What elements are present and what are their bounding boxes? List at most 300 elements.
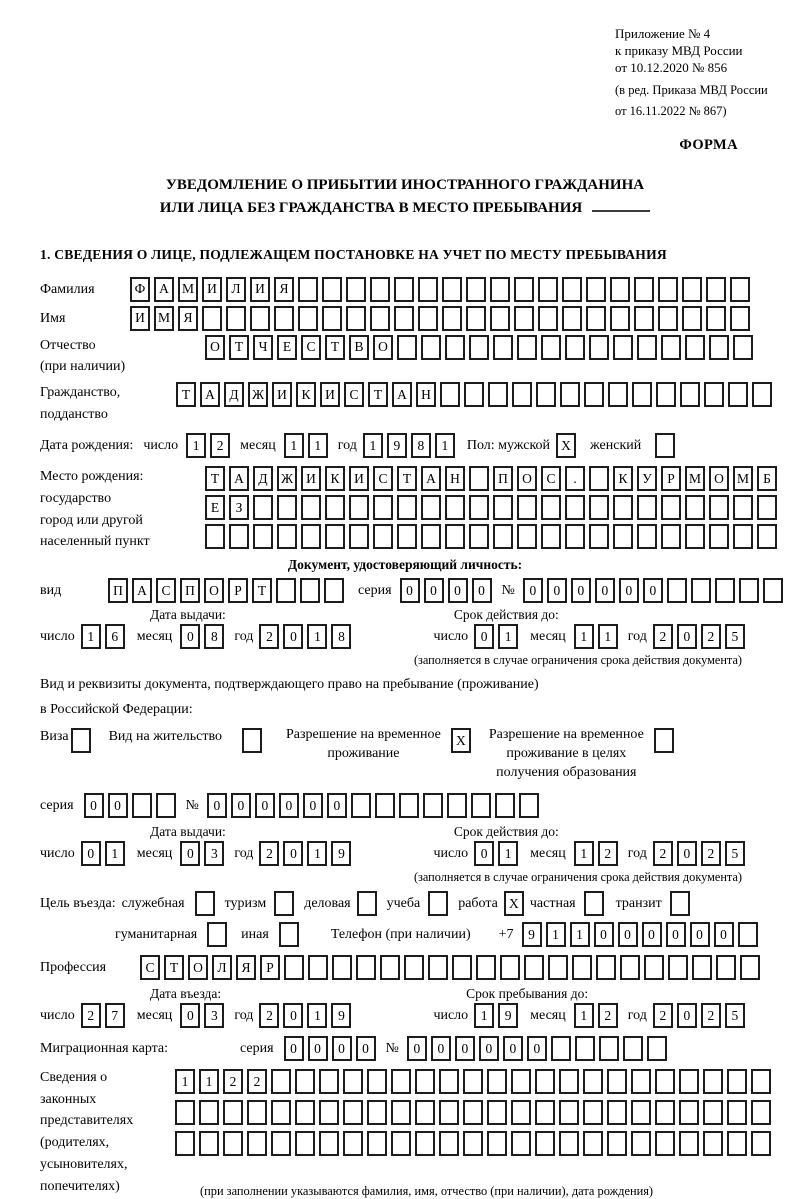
char-box[interactable] bbox=[370, 277, 390, 302]
char-box[interactable] bbox=[487, 1069, 507, 1094]
char-box[interactable] bbox=[229, 524, 249, 549]
char-box[interactable] bbox=[418, 306, 438, 331]
char-box[interactable] bbox=[682, 306, 702, 331]
char-box[interactable] bbox=[559, 1100, 579, 1125]
char-box[interactable]: 2 bbox=[259, 1003, 279, 1028]
char-box[interactable] bbox=[632, 382, 652, 407]
char-box[interactable] bbox=[733, 524, 753, 549]
char-box[interactable] bbox=[739, 578, 759, 603]
char-box[interactable] bbox=[322, 306, 342, 331]
char-box[interactable] bbox=[207, 922, 227, 947]
char-box[interactable]: 2 bbox=[653, 624, 673, 649]
char-box[interactable] bbox=[757, 524, 777, 549]
char-box[interactable] bbox=[298, 306, 318, 331]
char-box[interactable] bbox=[274, 891, 294, 916]
char-box[interactable] bbox=[322, 277, 342, 302]
char-box[interactable] bbox=[733, 335, 753, 360]
char-box[interactable] bbox=[469, 495, 489, 520]
char-box[interactable] bbox=[706, 306, 726, 331]
char-box[interactable] bbox=[661, 524, 681, 549]
char-box[interactable]: 1 bbox=[574, 1003, 594, 1028]
char-box[interactable] bbox=[541, 495, 561, 520]
char-box[interactable] bbox=[551, 1036, 571, 1061]
char-box[interactable] bbox=[514, 306, 534, 331]
char-box[interactable]: 0 bbox=[677, 624, 697, 649]
char-box[interactable] bbox=[367, 1131, 387, 1156]
char-box[interactable] bbox=[589, 495, 609, 520]
char-box[interactable]: 0 bbox=[479, 1036, 499, 1061]
char-box[interactable]: Д bbox=[224, 382, 244, 407]
char-box[interactable] bbox=[490, 306, 510, 331]
char-box[interactable]: 1 bbox=[474, 1003, 494, 1028]
char-box[interactable]: 0 bbox=[527, 1036, 547, 1061]
char-box[interactable]: 0 bbox=[308, 1036, 328, 1061]
char-box[interactable]: О bbox=[204, 578, 224, 603]
char-box[interactable] bbox=[703, 1069, 723, 1094]
char-box[interactable] bbox=[428, 891, 448, 916]
char-box[interactable]: У bbox=[637, 466, 657, 491]
char-box[interactable] bbox=[575, 1036, 595, 1061]
char-box[interactable]: 1 bbox=[81, 624, 101, 649]
char-box[interactable] bbox=[691, 578, 711, 603]
char-box[interactable] bbox=[751, 1100, 771, 1125]
char-box[interactable]: 0 bbox=[279, 793, 299, 818]
char-box[interactable] bbox=[71, 728, 91, 753]
char-box[interactable]: 2 bbox=[259, 624, 279, 649]
char-box[interactable] bbox=[274, 306, 294, 331]
char-box[interactable] bbox=[415, 1100, 435, 1125]
char-box[interactable] bbox=[271, 1069, 291, 1094]
char-box[interactable] bbox=[250, 306, 270, 331]
char-box[interactable] bbox=[584, 382, 604, 407]
char-box[interactable]: 0 bbox=[180, 624, 200, 649]
char-box[interactable]: 0 bbox=[523, 578, 543, 603]
char-box[interactable] bbox=[356, 955, 376, 980]
char-box[interactable] bbox=[325, 524, 345, 549]
char-box[interactable] bbox=[439, 1131, 459, 1156]
char-box[interactable] bbox=[730, 306, 750, 331]
char-box[interactable]: П bbox=[493, 466, 513, 491]
char-box[interactable]: Л bbox=[226, 277, 246, 302]
char-box[interactable] bbox=[415, 1131, 435, 1156]
char-box[interactable]: 2 bbox=[701, 1003, 721, 1028]
char-box[interactable] bbox=[223, 1131, 243, 1156]
char-box[interactable] bbox=[463, 1100, 483, 1125]
char-box[interactable] bbox=[346, 277, 366, 302]
char-box[interactable]: 0 bbox=[642, 922, 662, 947]
char-box[interactable] bbox=[658, 277, 678, 302]
char-box[interactable]: 0 bbox=[81, 841, 101, 866]
char-box[interactable] bbox=[199, 1100, 219, 1125]
char-box[interactable]: 2 bbox=[598, 841, 618, 866]
char-box[interactable]: 3 bbox=[204, 841, 224, 866]
char-box[interactable] bbox=[565, 524, 585, 549]
char-box[interactable] bbox=[680, 382, 700, 407]
char-box[interactable]: X bbox=[451, 728, 471, 753]
char-box[interactable] bbox=[536, 382, 556, 407]
char-box[interactable]: 0 bbox=[677, 1003, 697, 1028]
char-box[interactable] bbox=[613, 335, 633, 360]
char-box[interactable]: И bbox=[202, 277, 222, 302]
char-box[interactable]: 0 bbox=[283, 624, 303, 649]
char-box[interactable]: 1 bbox=[598, 624, 618, 649]
char-box[interactable] bbox=[394, 306, 414, 331]
char-box[interactable] bbox=[517, 524, 537, 549]
char-box[interactable] bbox=[692, 955, 712, 980]
char-box[interactable]: 8 bbox=[204, 624, 224, 649]
char-box[interactable]: Т bbox=[368, 382, 388, 407]
char-box[interactable]: 3 bbox=[204, 1003, 224, 1028]
char-box[interactable] bbox=[607, 1069, 627, 1094]
char-box[interactable]: 8 bbox=[411, 433, 431, 458]
char-box[interactable] bbox=[223, 1100, 243, 1125]
char-box[interactable]: 1 bbox=[284, 433, 304, 458]
char-box[interactable] bbox=[195, 891, 215, 916]
char-box[interactable]: 0 bbox=[180, 841, 200, 866]
char-box[interactable] bbox=[277, 524, 297, 549]
char-box[interactable]: 0 bbox=[283, 1003, 303, 1028]
char-box[interactable]: 0 bbox=[643, 578, 663, 603]
char-box[interactable] bbox=[466, 277, 486, 302]
char-box[interactable] bbox=[445, 335, 465, 360]
char-box[interactable] bbox=[583, 1131, 603, 1156]
char-box[interactable] bbox=[394, 277, 414, 302]
char-box[interactable]: М bbox=[178, 277, 198, 302]
char-box[interactable] bbox=[559, 1069, 579, 1094]
char-box[interactable] bbox=[751, 1069, 771, 1094]
char-box[interactable]: 0 bbox=[180, 1003, 200, 1028]
char-box[interactable] bbox=[727, 1100, 747, 1125]
char-box[interactable] bbox=[370, 306, 390, 331]
char-box[interactable]: . bbox=[565, 466, 585, 491]
char-box[interactable]: 0 bbox=[400, 578, 420, 603]
char-box[interactable]: А bbox=[200, 382, 220, 407]
char-box[interactable] bbox=[548, 955, 568, 980]
char-box[interactable]: 0 bbox=[503, 1036, 523, 1061]
char-box[interactable]: 2 bbox=[701, 624, 721, 649]
char-box[interactable]: 1 bbox=[574, 624, 594, 649]
char-box[interactable]: И bbox=[349, 466, 369, 491]
char-box[interactable] bbox=[728, 382, 748, 407]
char-box[interactable]: Ж bbox=[248, 382, 268, 407]
char-box[interactable] bbox=[428, 955, 448, 980]
char-box[interactable]: И bbox=[272, 382, 292, 407]
char-box[interactable] bbox=[271, 1131, 291, 1156]
char-box[interactable]: 0 bbox=[618, 922, 638, 947]
char-box[interactable]: 0 bbox=[448, 578, 468, 603]
char-box[interactable]: А bbox=[392, 382, 412, 407]
char-box[interactable]: 9 bbox=[331, 1003, 351, 1028]
char-box[interactable] bbox=[511, 1100, 531, 1125]
char-box[interactable] bbox=[495, 793, 515, 818]
char-box[interactable]: 1 bbox=[574, 841, 594, 866]
char-box[interactable]: М bbox=[154, 306, 174, 331]
char-box[interactable]: Н bbox=[445, 466, 465, 491]
char-box[interactable] bbox=[301, 495, 321, 520]
char-box[interactable] bbox=[511, 1131, 531, 1156]
char-box[interactable] bbox=[487, 1100, 507, 1125]
char-box[interactable]: 1 bbox=[435, 433, 455, 458]
char-box[interactable]: Т bbox=[397, 466, 417, 491]
char-box[interactable]: Т bbox=[176, 382, 196, 407]
char-box[interactable] bbox=[375, 793, 395, 818]
char-box[interactable]: 1 bbox=[307, 841, 327, 866]
char-box[interactable]: Е bbox=[205, 495, 225, 520]
char-box[interactable] bbox=[679, 1100, 699, 1125]
char-box[interactable] bbox=[679, 1131, 699, 1156]
char-box[interactable]: 1 bbox=[498, 841, 518, 866]
char-box[interactable] bbox=[346, 306, 366, 331]
char-box[interactable] bbox=[319, 1131, 339, 1156]
char-box[interactable] bbox=[654, 728, 674, 753]
char-box[interactable]: С bbox=[541, 466, 561, 491]
char-box[interactable] bbox=[586, 277, 606, 302]
char-box[interactable]: К bbox=[296, 382, 316, 407]
char-box[interactable]: 1 bbox=[308, 433, 328, 458]
char-box[interactable]: 0 bbox=[207, 793, 227, 818]
char-box[interactable] bbox=[295, 1131, 315, 1156]
char-box[interactable]: 5 bbox=[725, 624, 745, 649]
char-box[interactable] bbox=[637, 524, 657, 549]
char-box[interactable]: О bbox=[709, 466, 729, 491]
char-box[interactable]: 0 bbox=[595, 578, 615, 603]
char-box[interactable]: 0 bbox=[303, 793, 323, 818]
char-box[interactable] bbox=[247, 1100, 267, 1125]
char-box[interactable]: Т bbox=[325, 335, 345, 360]
char-box[interactable] bbox=[279, 922, 299, 947]
char-box[interactable] bbox=[538, 277, 558, 302]
char-box[interactable] bbox=[247, 1131, 267, 1156]
char-box[interactable]: М bbox=[685, 466, 705, 491]
char-box[interactable] bbox=[423, 793, 443, 818]
char-box[interactable] bbox=[610, 306, 630, 331]
char-box[interactable] bbox=[447, 793, 467, 818]
char-box[interactable]: 2 bbox=[210, 433, 230, 458]
char-box[interactable]: Р bbox=[661, 466, 681, 491]
char-box[interactable] bbox=[517, 335, 537, 360]
char-box[interactable] bbox=[623, 1036, 643, 1061]
char-box[interactable] bbox=[647, 1036, 667, 1061]
char-box[interactable] bbox=[538, 306, 558, 331]
char-box[interactable] bbox=[487, 1131, 507, 1156]
char-box[interactable]: 0 bbox=[594, 922, 614, 947]
char-box[interactable] bbox=[490, 277, 510, 302]
char-box[interactable]: Т bbox=[164, 955, 184, 980]
char-box[interactable] bbox=[613, 495, 633, 520]
char-box[interactable]: 1 bbox=[307, 1003, 327, 1028]
char-box[interactable] bbox=[519, 793, 539, 818]
char-box[interactable] bbox=[397, 495, 417, 520]
char-box[interactable] bbox=[682, 277, 702, 302]
char-box[interactable]: 0 bbox=[356, 1036, 376, 1061]
char-box[interactable] bbox=[415, 1069, 435, 1094]
char-box[interactable]: А bbox=[132, 578, 152, 603]
char-box[interactable] bbox=[631, 1131, 651, 1156]
char-box[interactable]: Ч bbox=[253, 335, 273, 360]
char-box[interactable]: 1 bbox=[307, 624, 327, 649]
char-box[interactable]: И bbox=[320, 382, 340, 407]
char-box[interactable]: С bbox=[301, 335, 321, 360]
char-box[interactable]: Т bbox=[229, 335, 249, 360]
char-box[interactable] bbox=[572, 955, 592, 980]
char-box[interactable] bbox=[199, 1131, 219, 1156]
char-box[interactable]: О bbox=[188, 955, 208, 980]
char-box[interactable] bbox=[727, 1069, 747, 1094]
char-box[interactable]: С bbox=[344, 382, 364, 407]
char-box[interactable] bbox=[343, 1131, 363, 1156]
char-box[interactable] bbox=[655, 433, 675, 458]
char-box[interactable] bbox=[740, 955, 760, 980]
char-box[interactable] bbox=[324, 578, 344, 603]
char-box[interactable] bbox=[610, 277, 630, 302]
char-box[interactable]: 0 bbox=[431, 1036, 451, 1061]
char-box[interactable]: 0 bbox=[332, 1036, 352, 1061]
char-box[interactable] bbox=[757, 495, 777, 520]
char-box[interactable] bbox=[421, 495, 441, 520]
char-box[interactable] bbox=[271, 1100, 291, 1125]
char-box[interactable]: 0 bbox=[108, 793, 128, 818]
char-box[interactable] bbox=[655, 1069, 675, 1094]
char-box[interactable] bbox=[440, 382, 460, 407]
char-box[interactable] bbox=[560, 382, 580, 407]
char-box[interactable]: 1 bbox=[570, 922, 590, 947]
char-box[interactable]: О bbox=[373, 335, 393, 360]
char-box[interactable] bbox=[319, 1100, 339, 1125]
char-box[interactable] bbox=[367, 1100, 387, 1125]
char-box[interactable]: И bbox=[250, 277, 270, 302]
char-box[interactable] bbox=[562, 277, 582, 302]
char-box[interactable] bbox=[709, 524, 729, 549]
char-box[interactable] bbox=[524, 955, 544, 980]
char-box[interactable]: 9 bbox=[522, 922, 542, 947]
char-box[interactable] bbox=[439, 1069, 459, 1094]
char-box[interactable] bbox=[493, 524, 513, 549]
char-box[interactable] bbox=[634, 277, 654, 302]
char-box[interactable] bbox=[644, 955, 664, 980]
char-box[interactable] bbox=[469, 335, 489, 360]
char-box[interactable]: 1 bbox=[363, 433, 383, 458]
char-box[interactable] bbox=[703, 1131, 723, 1156]
char-box[interactable]: Д bbox=[253, 466, 273, 491]
char-box[interactable] bbox=[589, 524, 609, 549]
char-box[interactable] bbox=[715, 578, 735, 603]
char-box[interactable]: И bbox=[301, 466, 321, 491]
char-box[interactable]: Я bbox=[236, 955, 256, 980]
char-box[interactable]: А bbox=[154, 277, 174, 302]
char-box[interactable] bbox=[608, 382, 628, 407]
char-box[interactable] bbox=[298, 277, 318, 302]
char-box[interactable] bbox=[511, 1069, 531, 1094]
char-box[interactable] bbox=[399, 793, 419, 818]
char-box[interactable]: О bbox=[517, 466, 537, 491]
char-box[interactable]: Т bbox=[252, 578, 272, 603]
char-box[interactable] bbox=[463, 1131, 483, 1156]
char-box[interactable]: 2 bbox=[653, 1003, 673, 1028]
char-box[interactable] bbox=[205, 524, 225, 549]
char-box[interactable]: 2 bbox=[701, 841, 721, 866]
char-box[interactable] bbox=[488, 382, 508, 407]
char-box[interactable] bbox=[421, 524, 441, 549]
char-box[interactable] bbox=[295, 1100, 315, 1125]
char-box[interactable]: З bbox=[229, 495, 249, 520]
char-box[interactable] bbox=[685, 335, 705, 360]
char-box[interactable] bbox=[589, 335, 609, 360]
char-box[interactable]: 0 bbox=[619, 578, 639, 603]
char-box[interactable]: С bbox=[140, 955, 160, 980]
char-box[interactable]: 2 bbox=[247, 1069, 267, 1094]
char-box[interactable] bbox=[439, 1100, 459, 1125]
char-box[interactable] bbox=[589, 466, 609, 491]
char-box[interactable] bbox=[367, 1069, 387, 1094]
char-box[interactable] bbox=[445, 524, 465, 549]
char-box[interactable] bbox=[445, 495, 465, 520]
char-box[interactable] bbox=[301, 524, 321, 549]
char-box[interactable] bbox=[284, 955, 304, 980]
char-box[interactable] bbox=[391, 1131, 411, 1156]
char-box[interactable] bbox=[343, 1100, 363, 1125]
char-box[interactable]: 2 bbox=[81, 1003, 101, 1028]
char-box[interactable]: 1 bbox=[105, 841, 125, 866]
char-box[interactable] bbox=[404, 955, 424, 980]
char-box[interactable] bbox=[442, 306, 462, 331]
char-box[interactable]: И bbox=[130, 306, 150, 331]
char-box[interactable]: П bbox=[180, 578, 200, 603]
char-box[interactable]: 1 bbox=[186, 433, 206, 458]
char-box[interactable]: 1 bbox=[546, 922, 566, 947]
char-box[interactable]: 9 bbox=[498, 1003, 518, 1028]
char-box[interactable] bbox=[535, 1131, 555, 1156]
char-box[interactable] bbox=[276, 578, 296, 603]
char-box[interactable]: 2 bbox=[598, 1003, 618, 1028]
char-box[interactable]: О bbox=[205, 335, 225, 360]
char-box[interactable] bbox=[397, 524, 417, 549]
char-box[interactable] bbox=[517, 495, 537, 520]
char-box[interactable] bbox=[655, 1131, 675, 1156]
char-box[interactable] bbox=[716, 955, 736, 980]
char-box[interactable]: 1 bbox=[498, 624, 518, 649]
char-box[interactable] bbox=[727, 1131, 747, 1156]
char-box[interactable]: 9 bbox=[387, 433, 407, 458]
char-box[interactable] bbox=[704, 382, 724, 407]
char-box[interactable] bbox=[586, 306, 606, 331]
char-box[interactable] bbox=[253, 495, 273, 520]
char-box[interactable] bbox=[752, 382, 772, 407]
char-box[interactable] bbox=[599, 1036, 619, 1061]
char-box[interactable] bbox=[418, 277, 438, 302]
char-box[interactable] bbox=[277, 495, 297, 520]
char-box[interactable]: 2 bbox=[653, 841, 673, 866]
char-box[interactable]: 5 bbox=[725, 841, 745, 866]
char-box[interactable] bbox=[349, 524, 369, 549]
char-box[interactable] bbox=[730, 277, 750, 302]
char-box[interactable]: Б bbox=[757, 466, 777, 491]
char-box[interactable] bbox=[679, 1069, 699, 1094]
char-box[interactable] bbox=[613, 524, 633, 549]
char-box[interactable]: К bbox=[325, 466, 345, 491]
char-box[interactable]: 0 bbox=[714, 922, 734, 947]
char-box[interactable]: 6 bbox=[105, 624, 125, 649]
char-box[interactable]: 0 bbox=[424, 578, 444, 603]
char-box[interactable] bbox=[380, 955, 400, 980]
char-box[interactable] bbox=[559, 1131, 579, 1156]
char-box[interactable]: 0 bbox=[327, 793, 347, 818]
char-box[interactable]: Я bbox=[178, 306, 198, 331]
char-box[interactable] bbox=[295, 1069, 315, 1094]
char-box[interactable] bbox=[670, 891, 690, 916]
char-box[interactable] bbox=[667, 578, 687, 603]
char-box[interactable] bbox=[351, 793, 371, 818]
char-box[interactable] bbox=[469, 466, 489, 491]
